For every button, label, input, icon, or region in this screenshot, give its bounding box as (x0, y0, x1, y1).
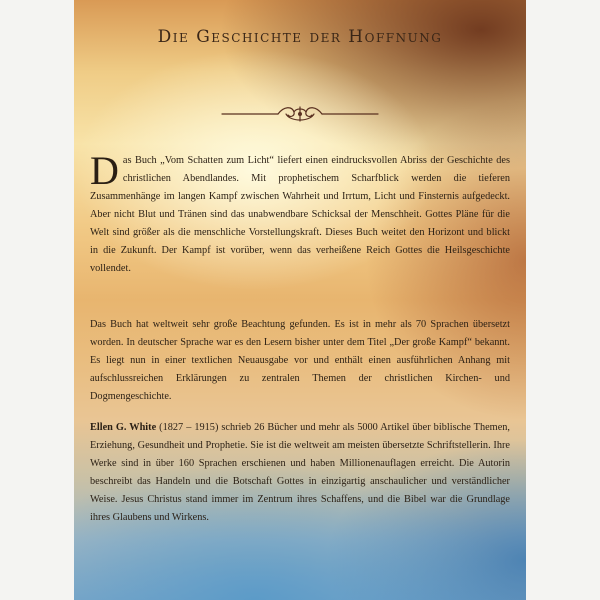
reception-paragraph (90, 316, 510, 406)
page-title: Die Geschichte der Hoffnung (157, 27, 443, 47)
book-back-cover (74, 0, 526, 600)
description-text: as Buch „Vom Schatten zum Licht“ liefert einen eindrucksvollen Abriss der Geschichte des christlichen Abendlandes. Mit prophetischem Scharfblick werden die tieferen Zusammenhänge im langen Kampf zwischen Wahrheit und Irrtum, Licht und Finsternis aufgedeckt. Aber nicht Blut und Tränen sind das unabwendbare Schicksal der Menschheit. Gottes Pläne für die Welt sind größer als die menschliche Vorstellungskraft. Dieses Buch weitet den Horizont und blickt in die Zukunft. Der Kampf ist vorüber, wenn das verheißene Reich Gottes die Heilsgeschichte vollendet. (90, 155, 510, 274)
flourish-divider-icon (220, 102, 380, 126)
author-paragraph (90, 419, 510, 527)
author-name: Ellen G. White (90, 422, 157, 433)
drop-cap: D (90, 148, 119, 193)
author-bio-text: (1827 – 1915) schrieb 26 Bücher und mehr als 5000 Artikel über biblische Themen, Erziehung, Gesundheit und Prophetie. Sie ist die weltweit am meisten übersetzte Schriftstellerin. Ihre Werke sind in über 160 Sprachen erschienen und haben Millionenauflagen erreicht. Die Autorin beschreibt das Handeln und die Botschaft Gottes in einzigartig anschaulicher und verständlicher Weise. Jesus Christus stand immer im Zentrum ihres Schaffens, und die Bibel war die Grundlage ihres Glaubens und Wirkens. (90, 422, 510, 523)
reception-text: Das Buch hat weltweit sehr große Beachtung gefunden. Es ist in mehr als 70 Sprachen übersetzt worden. In deutscher Sprache war es den Lesern bisher unter dem Titel „Der große Kampf“ bekannt. Es liegt nun in einer textlichen Neuausgabe vor und enthält einen ausführlichen Anhang mit aufschlussreichen Erklärungen zu zentralen Themen der christlichen Kirchen- und Dogmengeschichte. (90, 319, 510, 402)
description-paragraph (90, 148, 510, 278)
